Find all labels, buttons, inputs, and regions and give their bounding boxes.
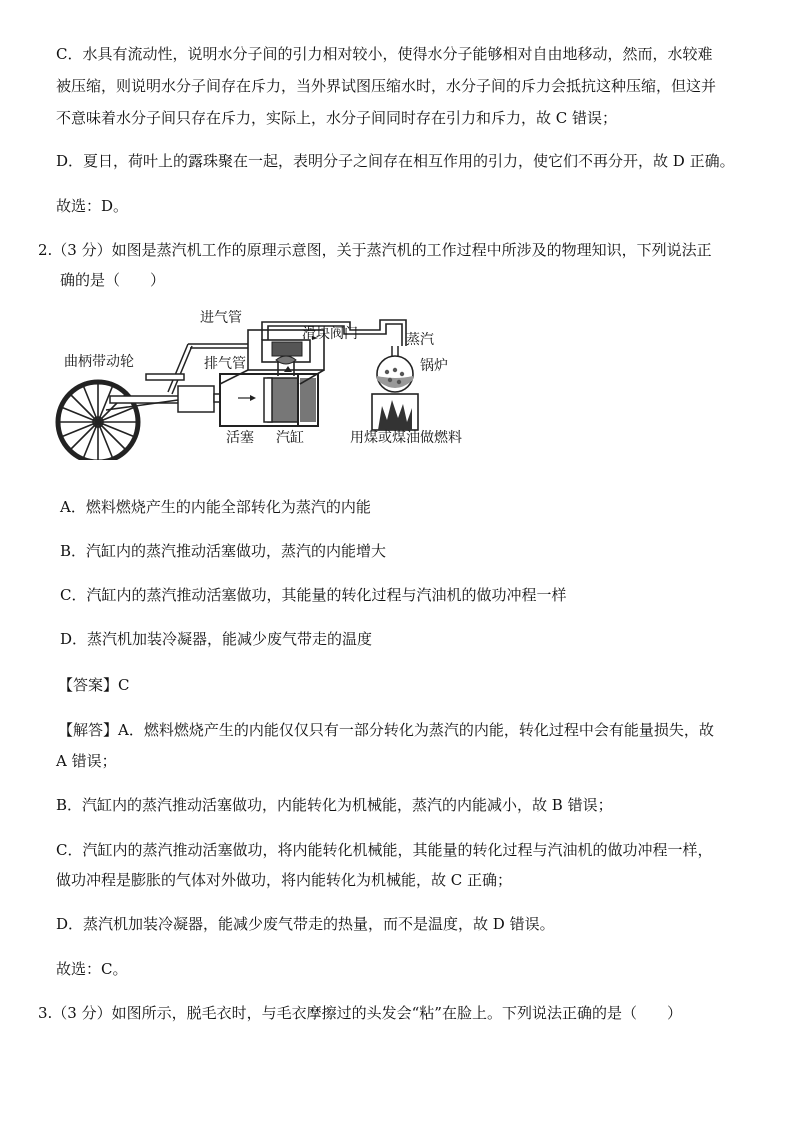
prev-choice: 故选：D。 <box>56 197 129 215</box>
prev-option-d: D．夏日，荷叶上的露珠聚在一起，表明分子之间存在相互作用的引力，使它们不再分开，故 D 正确。 <box>56 152 735 170</box>
q2-option-a: A．燃料燃烧产生的内能全部转化为蒸汽的内能 <box>60 498 371 516</box>
prev-option-c-line2: 被压缩，则说明水分子间存在斥力，当外界试图压缩水时，水分子间的斥力会抵抗这种压缩，但这并 <box>56 77 717 95</box>
label-intake: 进气管 <box>200 310 242 326</box>
piston-icon <box>264 378 272 422</box>
label-exhaust: 排气管 <box>204 356 246 372</box>
q2-choice: 故选：C。 <box>56 960 128 978</box>
label-boiler: 锅炉 <box>420 358 448 374</box>
analysis-a-text: A．燃料燃烧产生的内能仅仅只有一部分转化为蒸汽的内能，转化过程中会有能量损失，故 <box>118 721 714 739</box>
analysis-tag: 【解答】 <box>58 721 119 739</box>
q2-analysis-c-line1: C．汽缸内的蒸汽推动活塞做功，将内能转化机械能，其能量的转化过程与汽油机的做功冲程一样， <box>56 841 713 859</box>
q2-stem-line2: 确的是（ ） <box>60 271 166 289</box>
q2-analysis-a-line1 <box>58 720 714 740</box>
q2-option-d: D．蒸汽机加装冷凝器，能减少废气带走的温度 <box>60 630 373 648</box>
flywheel-icon <box>58 382 138 460</box>
valve-rod <box>146 374 184 380</box>
q2-analysis-c-line2: 做功冲程是膨胀的气体对外做功，将内能转化为机械能，故 C 正确； <box>56 871 513 889</box>
steam-engine-diagram <box>50 310 480 460</box>
q2-analysis-d: D．蒸汽机加装冷凝器，能减少废气带走的热量，而不是温度，故 D 错误。 <box>56 915 555 933</box>
q2-option-b: B．汽缸内的蒸汽推动活塞做功，蒸汽的内能增大 <box>60 542 387 560</box>
crosshead <box>178 386 214 412</box>
q3-stem: 3.（3 分）如图所示，脱毛衣时，与毛衣摩擦过的头发会“粘”在脸上。下列说法正确的是（ ） <box>38 1004 682 1022</box>
q2-option-c: C．汽缸内的蒸汽推动活塞做功，其能量的转化过程与汽油机的做功冲程一样 <box>60 586 567 604</box>
q2-analysis-a-line2: A 错误； <box>56 752 117 770</box>
q2-analysis-b: B．汽缸内的蒸汽推动活塞做功，内能转化为机械能，蒸汽的内能减小，故 B 错误； <box>56 796 613 814</box>
label-piston: 活塞 <box>226 430 254 446</box>
answer-value: C <box>118 676 130 694</box>
label-fuel: 用煤或煤油做燃料 <box>350 430 462 446</box>
prev-option-c-line1: C．水具有流动性，说明水分子间的引力相对较小，使得水分子能够相对自由地移动，然而，水较难 <box>56 45 713 63</box>
boiler-icon <box>372 346 418 430</box>
q2-stem-line1: 2.（3 分）如图是蒸汽机工作的原理示意图，关于蒸汽机的工作过程中所涉及的物理知识，下列说法正 <box>38 241 712 259</box>
answer-tag: 【答案】 <box>58 676 119 694</box>
label-crank-wheel: 曲柄带动轮 <box>64 354 134 370</box>
label-slide-valve: 滑块阀门 <box>302 326 358 342</box>
label-steam: 蒸汽 <box>406 332 434 348</box>
q2-answer <box>58 675 130 695</box>
label-cylinder: 汽缸 <box>276 430 304 446</box>
prev-option-c-line3: 不意味着水分子间只存在斥力，实际上，水分子间同时存在引力和斥力，故 C 错误； <box>56 109 618 127</box>
connecting-rod <box>110 396 180 403</box>
